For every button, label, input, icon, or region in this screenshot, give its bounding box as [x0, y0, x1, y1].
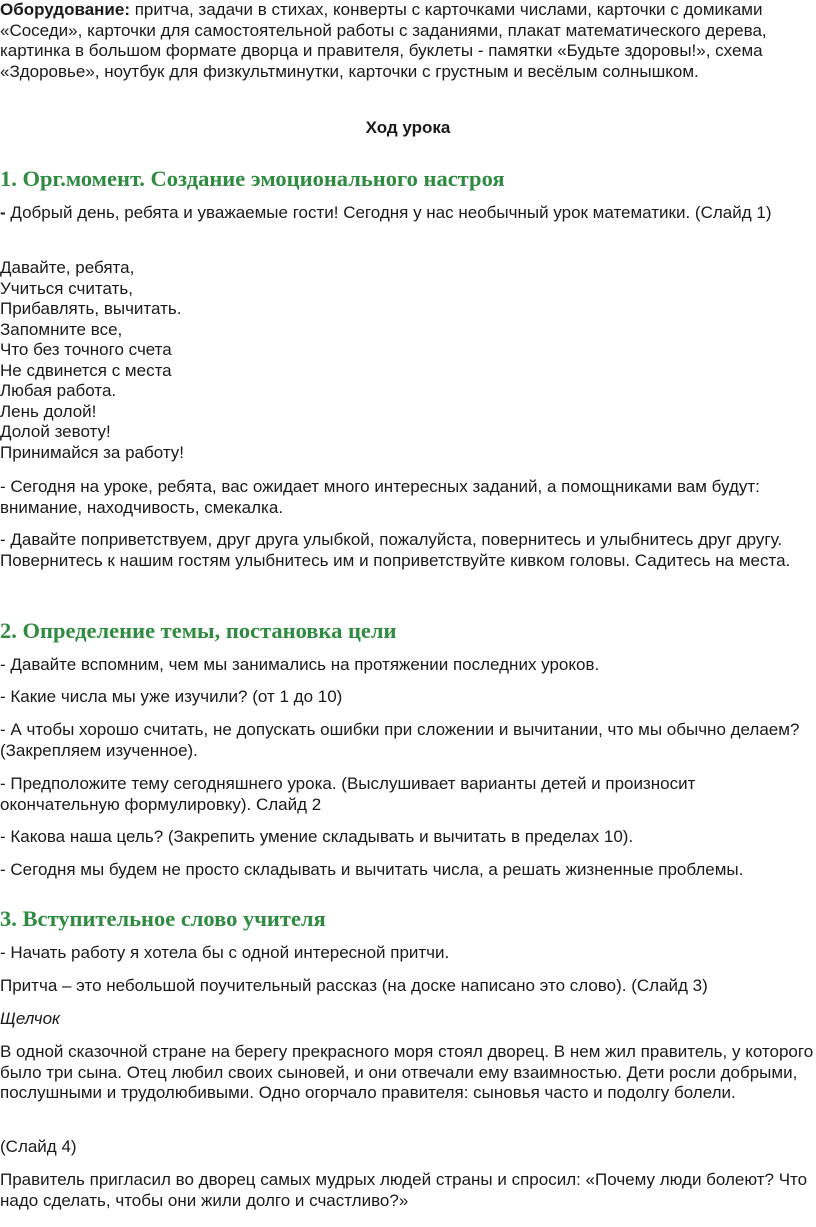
poem-line: Принимайся за работу!	[0, 442, 185, 462]
section3-paragraph-2: Притча – это небольшой поучительный рассказ (на доске написано это слово). (Слайд 3)	[0, 976, 708, 995]
section2-paragraph-2: - Какие числа мы уже изучили? (от 1 до 10)	[0, 687, 343, 706]
section1-greeting	[0, 203, 814, 224]
greeting-dash: -	[0, 203, 6, 222]
poem-line: Долой зевоту!	[0, 422, 111, 441]
section2-paragraph-4: - Предположите тему сегодняшнего урока. (Выслушивает варианты детей и произносит окончательную формулировку). Слайд 2	[0, 774, 696, 814]
equipment-paragraph	[0, 0, 812, 82]
poem-line: Не сдвинется с места	[0, 360, 172, 380]
section3-paragraph-5: Правитель пригласил во дворец самых мудрых людей страны и спросил: «Почему люди болеют? Что надо сделать, чтобы они жили долго и счастливо?»	[0, 1170, 808, 1210]
section3-paragraph-3: В одной сказочной стране на берегу прекрасного моря стоял дворец. В нем жил правитель, у которого было три сына. Отец любил своих сыновей, и они отвечали ему взаимностью. Дети росли добрыми, послушными и трудолюбивыми. Одно огорчало правителя: сыновья часто и подолгу болели.	[0, 1042, 814, 1102]
section3-paragraph-1: - Начать работу я хотела бы с одной интересной притчи.	[0, 943, 450, 962]
greeting-text: Добрый день, ребята и уважаемые гости! Сегодня у нас необычный урок математики. (Слайд 1)	[5, 203, 772, 222]
poem	[0, 258, 814, 463]
poem-line: Что без точного счета	[0, 340, 172, 359]
section2-paragraph-5: - Какова наша цель? (Закрепить умение складывать и вычитать в пределах 10).	[0, 827, 634, 846]
section1-title: 1. Орг.момент. Создание эмоционального настроя	[0, 166, 505, 191]
section1-paragraph-1: - Сегодня на уроке, ребята, вас ожидает много интересных заданий, а помощниками вам будут: внимание, находчивость, смекалка.	[0, 477, 760, 517]
story-title-text: Щелчок	[0, 1009, 61, 1028]
section2-paragraph-1: - Давайте вспомним, чем мы занимались на протяжении последних уроков.	[0, 655, 600, 674]
poem-line: Запомните все,	[0, 319, 123, 339]
poem-line: Давайте, ребята,	[0, 258, 135, 277]
section3-paragraph-4: (Слайд 4)	[0, 1137, 77, 1156]
poem-line: Любая работа.	[0, 381, 117, 400]
section2-title: 2. Определение темы, постановка цели	[0, 618, 397, 643]
equipment-text: притча, задачи в стихах, конверты с карточками числами, карточки с домиками «Соседи», карточки для самостоятельной работы с заданиями, плакат математического дерева, картинка в большом формате дворца и правителя, буклеты - памятки «Будьте здоровы!», схема «Здоровье», ноутбук для физкультминутки, карточки с грустным и весёлым солнышком.	[0, 0, 767, 81]
section2-paragraph-3: - А чтобы хорошо считать, не допускать ошибки при сложении и вычитании, что мы обычно делаем? (Закрепляем изученное).	[0, 720, 800, 760]
poem-line: Лень долой!	[0, 401, 97, 421]
section2-paragraph-6: - Сегодня мы будем не просто складывать и вычитать числа, а решать жизненные проблемы.	[0, 860, 744, 879]
equipment-label: Оборудование:	[0, 0, 130, 19]
lesson-heading: Ход урока	[365, 118, 451, 137]
poem-line: Учиться считать,	[0, 278, 133, 298]
section1-paragraph-2: - Давайте поприветствуем, друг друга улыбкой, пожалуйста, повернитесь и улыбнитесь друг другу. Повернитесь к нашим гостям улыбнитесь им и поприветствуйте кивком головы. Садитесь на места.	[0, 530, 791, 570]
poem-line: Прибавлять, вычитать.	[0, 299, 182, 318]
story-title	[0, 1009, 814, 1030]
section3-title: 3. Вступительное слово учителя	[0, 906, 326, 931]
